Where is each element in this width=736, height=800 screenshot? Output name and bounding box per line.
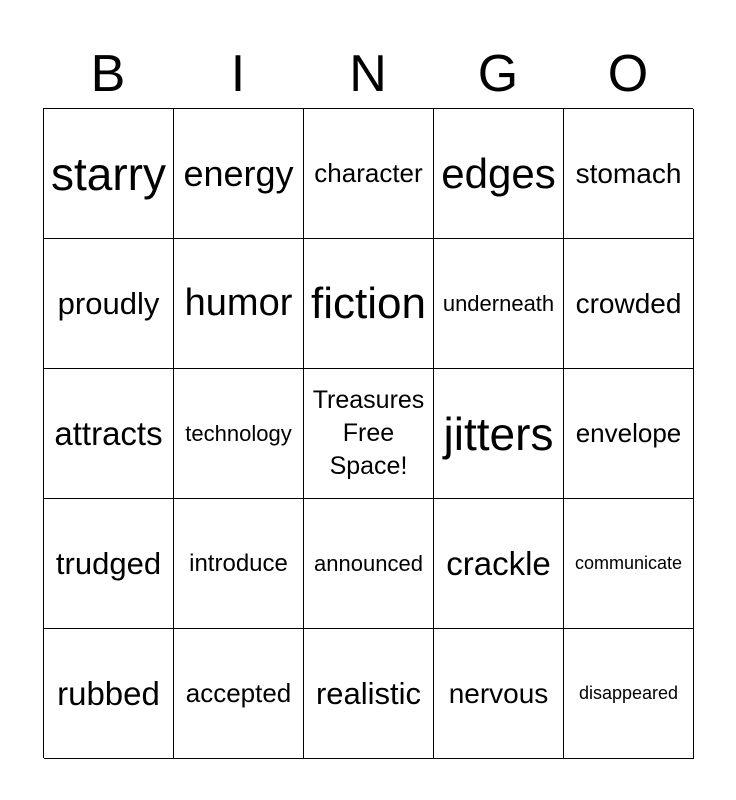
header-letter-o: O [607, 45, 649, 103]
free-space-line-1: Treasures [312, 386, 425, 414]
cell-word: fiction [311, 278, 426, 328]
header-letter-g: G [477, 45, 519, 103]
bingo-cell[interactable] [44, 239, 174, 369]
bingo-cell[interactable] [564, 629, 694, 759]
cell-word: introduce [189, 549, 288, 577]
cell-word: proudly [57, 285, 160, 321]
cell-word: edges [441, 149, 556, 197]
header-letter-i: I [230, 45, 246, 103]
bingo-cell[interactable] [304, 109, 434, 239]
cell-word: realistic [315, 675, 422, 711]
cell-word: nervous [448, 677, 549, 709]
cell-word: disappeared [578, 683, 679, 703]
cell-word: trudged [55, 545, 162, 581]
bingo-cell[interactable] [44, 629, 174, 759]
cell-word: starry [51, 147, 166, 200]
bingo-card-grid [43, 108, 693, 758]
bingo-cell[interactable] [44, 499, 174, 629]
bingo-cell[interactable] [434, 499, 564, 629]
bingo-cell[interactable] [434, 629, 564, 759]
bingo-cell[interactable] [564, 369, 694, 499]
bingo-cell[interactable] [434, 369, 564, 499]
cell-word: envelope [575, 418, 682, 448]
header-letter-b: B [90, 45, 126, 103]
cell-word: technology [185, 420, 292, 446]
cell-word: energy [183, 152, 294, 194]
bingo-cell[interactable] [564, 239, 694, 369]
cell-word: announced [314, 550, 423, 576]
cell-word: stomach [575, 157, 682, 189]
free-space-line-3: Space! [329, 452, 408, 480]
cell-word: communicate [574, 553, 683, 573]
cell-word: jitters [443, 407, 554, 460]
header-letter-n: N [349, 45, 387, 103]
bingo-cell[interactable] [434, 239, 564, 369]
free-space-text [313, 384, 425, 483]
bingo-cell[interactable] [44, 369, 174, 499]
cell-word: crowded [575, 287, 682, 319]
cell-word: rubbed [57, 674, 160, 712]
bingo-cell[interactable] [434, 109, 564, 239]
bingo-cell[interactable] [174, 499, 304, 629]
bingo-cell-free-space[interactable] [304, 369, 434, 499]
bingo-cell[interactable] [304, 629, 434, 759]
cell-word: humor [184, 282, 293, 324]
cell-word: character [314, 158, 423, 188]
bingo-cell[interactable] [564, 499, 694, 629]
cell-word: crackle [446, 544, 551, 582]
free-space-line-2: Free [342, 419, 395, 447]
bingo-cell[interactable] [174, 369, 304, 499]
bingo-cell[interactable] [304, 499, 434, 629]
bingo-cell[interactable] [304, 239, 434, 369]
bingo-cell[interactable] [44, 109, 174, 239]
bingo-cell[interactable] [564, 109, 694, 239]
cell-word: accepted [185, 678, 292, 708]
cell-word: underneath [442, 290, 555, 316]
bingo-cell[interactable] [174, 239, 304, 369]
bingo-cell[interactable] [174, 109, 304, 239]
cell-word: attracts [54, 414, 163, 452]
bingo-header [43, 40, 693, 108]
bingo-cell[interactable] [174, 629, 304, 759]
